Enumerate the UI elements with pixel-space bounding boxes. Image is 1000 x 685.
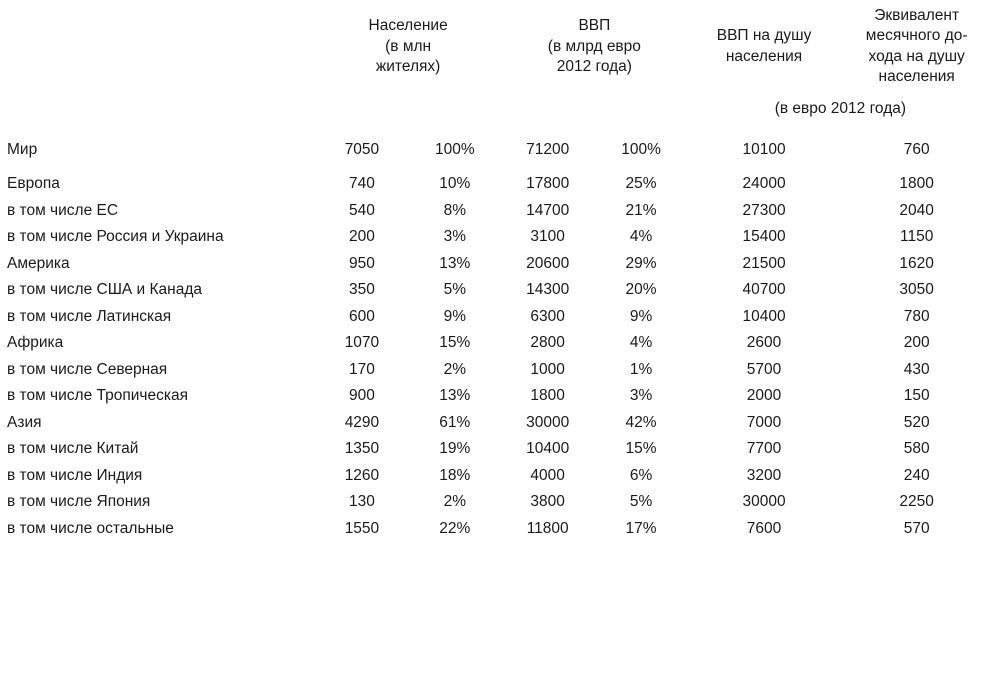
cell-gdp: 71200 <box>526 141 570 159</box>
cell-population: 4290 <box>344 413 380 431</box>
cell-population-pct: 2% <box>443 360 466 378</box>
cell-gdp-pct: 9% <box>629 307 653 325</box>
cell-population-pct: 15% <box>439 334 471 352</box>
cell-population-pct: 2% <box>443 493 466 511</box>
row-label: в том числе Китай <box>7 440 139 458</box>
table-row <box>7 197 993 224</box>
cell-monthly-income: 430 <box>903 360 930 378</box>
header-monthly-income-line2: месячного до- <box>865 27 968 45</box>
header-monthly-income-line4: населения <box>878 68 955 86</box>
table-row <box>7 489 993 516</box>
cell-gdp: 3100 <box>530 228 565 246</box>
cell-monthly-income: 200 <box>903 334 930 352</box>
cell-monthly-income: 150 <box>903 387 930 405</box>
table-row <box>7 462 993 489</box>
cell-monthly-income: 570 <box>903 519 930 537</box>
cell-population: 130 <box>349 493 375 511</box>
row-label: в том числе остальные <box>7 519 174 537</box>
cell-gdp: 1800 <box>530 387 565 405</box>
world-statistics-table <box>7 6 993 542</box>
cell-monthly-income: 780 <box>903 307 930 325</box>
header-population <box>315 6 501 88</box>
header-monthly-income <box>840 6 993 88</box>
table-row <box>7 303 993 330</box>
table-row <box>7 250 993 277</box>
row-label: в том числе Россия и Украина <box>7 228 224 246</box>
cell-population: 900 <box>349 387 375 405</box>
row-label: Африка <box>7 334 64 352</box>
cell-gdp: 6300 <box>530 307 565 325</box>
cell-population-pct: 8% <box>443 201 466 219</box>
cell-population: 350 <box>349 281 375 299</box>
cell-population-pct: 9% <box>443 307 466 325</box>
table-row <box>7 356 993 383</box>
cell-gdp-pct: 6% <box>629 466 653 484</box>
cell-monthly-income: 520 <box>903 413 930 431</box>
table-sheet <box>0 6 1000 685</box>
row-label: в том числе Северная <box>7 360 168 378</box>
header-note-spacer <box>315 88 687 130</box>
cell-gdp-per-capita: 15400 <box>742 228 786 246</box>
header-population-line3: жителях) <box>375 58 441 76</box>
cell-gdp-pct: 1% <box>629 360 653 378</box>
cell-monthly-income: 1800 <box>899 175 934 193</box>
cell-population: 600 <box>349 307 375 325</box>
cell-gdp-pct: 29% <box>625 254 657 272</box>
cell-gdp-per-capita: 30000 <box>742 493 786 511</box>
cell-gdp-pct: 4% <box>629 228 653 246</box>
header-gdp-line2: (в млрд евро <box>547 37 641 55</box>
table-row <box>7 130 993 171</box>
cell-population-pct: 22% <box>439 519 471 537</box>
cell-gdp: 1000 <box>530 360 565 378</box>
header-population-line1: Население <box>368 17 448 35</box>
cell-population: 7050 <box>344 141 380 159</box>
row-label: в том числе США и Канада <box>7 281 203 299</box>
row-label: в том числе Япония <box>7 493 151 511</box>
cell-gdp-pct: 100% <box>621 141 661 159</box>
table-row <box>7 409 993 436</box>
cell-population-pct: 19% <box>439 440 471 458</box>
cell-gdp-per-capita: 10100 <box>742 141 786 159</box>
header-gdp-per-capita-line1: ВВП на душу <box>716 27 812 45</box>
cell-gdp-per-capita: 40700 <box>742 281 786 299</box>
cell-gdp-per-capita: 7000 <box>746 413 782 431</box>
row-label: Азия <box>7 413 42 431</box>
cell-monthly-income: 1150 <box>900 228 934 246</box>
cell-gdp: 20600 <box>526 254 570 272</box>
cell-gdp-pct: 15% <box>625 440 657 458</box>
cell-gdp-pct: 21% <box>625 201 657 219</box>
cell-population-pct: 61% <box>439 413 471 431</box>
cell-gdp-per-capita: 2000 <box>746 387 782 405</box>
cell-population: 200 <box>349 228 375 246</box>
row-label: в том числе ЕС <box>7 201 119 219</box>
header-gdp-line3: 2012 года) <box>556 58 632 76</box>
cell-population: 1350 <box>344 440 380 458</box>
cell-gdp: 14300 <box>526 281 570 299</box>
table-row <box>7 515 993 542</box>
cell-gdp: 3800 <box>530 493 565 511</box>
cell-monthly-income: 1620 <box>899 254 934 272</box>
cell-gdp: 17800 <box>526 175 570 193</box>
header-monthly-income-line1: Эквивалент <box>874 7 960 24</box>
cell-population: 950 <box>349 254 375 272</box>
cell-population: 540 <box>349 201 375 219</box>
cell-gdp-per-capita: 7600 <box>746 519 782 537</box>
cell-population: 1070 <box>344 334 380 352</box>
table-row <box>7 383 993 410</box>
cell-gdp: 30000 <box>526 413 570 431</box>
cell-gdp-per-capita: 3200 <box>746 466 782 484</box>
cell-population: 740 <box>349 175 375 193</box>
row-label: Америка <box>7 254 70 272</box>
cell-gdp: 11800 <box>526 519 569 537</box>
row-label: в том числе Тропическая <box>7 387 188 405</box>
cell-population: 1550 <box>344 519 380 537</box>
cell-population-pct: 100% <box>434 141 475 159</box>
cell-gdp-pct: 42% <box>625 413 657 431</box>
cell-gdp-per-capita: 27300 <box>742 201 786 219</box>
cell-population: 1260 <box>344 466 380 484</box>
cell-monthly-income: 2250 <box>899 493 934 511</box>
cell-gdp-per-capita: 2600 <box>746 334 782 352</box>
table-row <box>7 436 993 463</box>
table-row <box>7 330 993 357</box>
row-label: Европа <box>7 175 60 193</box>
cell-gdp-per-capita: 7700 <box>746 440 782 458</box>
cell-gdp-pct: 25% <box>625 175 657 193</box>
header-monthly-income-line3: хода на душу <box>868 47 965 65</box>
cell-monthly-income: 240 <box>903 466 930 484</box>
table-row <box>7 171 993 198</box>
header-euro-note: (в евро 2012 года) <box>774 99 907 117</box>
cell-gdp: 4000 <box>530 466 565 484</box>
cell-gdp: 2800 <box>530 334 565 352</box>
cell-gdp: 14700 <box>526 201 570 219</box>
cell-gdp-pct: 5% <box>629 493 653 511</box>
cell-gdp-per-capita: 5700 <box>746 360 782 378</box>
cell-population-pct: 13% <box>439 254 471 272</box>
header-row-main <box>7 6 993 88</box>
cell-gdp-per-capita: 10400 <box>742 307 786 325</box>
header-gdp <box>501 6 688 88</box>
header-gdp-per-capita-line2: населения <box>725 47 803 65</box>
cell-gdp-pct: 4% <box>629 334 653 352</box>
header-corner-blank <box>7 6 315 88</box>
cell-population-pct: 18% <box>439 466 471 484</box>
cell-population: 170 <box>349 360 375 378</box>
cell-monthly-income: 580 <box>903 440 930 458</box>
header-population-line2: (в млн <box>385 37 432 55</box>
cell-population-pct: 10% <box>439 175 471 193</box>
cell-gdp-per-capita: 24000 <box>742 175 786 193</box>
header-gdp-line1: ВВП <box>578 17 611 35</box>
cell-monthly-income: 760 <box>903 141 930 159</box>
cell-monthly-income: 2040 <box>899 201 934 219</box>
cell-population-pct: 3% <box>443 228 466 246</box>
table-row <box>7 224 993 251</box>
row-label: в том числе Латинская <box>7 307 172 325</box>
row-label: Мир <box>7 141 38 159</box>
row-label: в том числе Индия <box>7 466 143 484</box>
header-gdp-per-capita <box>688 6 841 88</box>
header-row-euro-note <box>7 88 993 130</box>
cell-gdp-pct: 20% <box>625 281 657 299</box>
cell-gdp-pct: 3% <box>629 387 653 405</box>
cell-gdp-per-capita: 21500 <box>742 254 786 272</box>
cell-gdp-pct: 17% <box>625 519 657 537</box>
cell-population-pct: 13% <box>439 387 471 405</box>
cell-gdp: 10400 <box>526 440 570 458</box>
header-note-blank <box>7 88 315 130</box>
table-row <box>7 277 993 304</box>
cell-monthly-income: 3050 <box>899 281 934 299</box>
cell-population-pct: 5% <box>443 281 466 299</box>
